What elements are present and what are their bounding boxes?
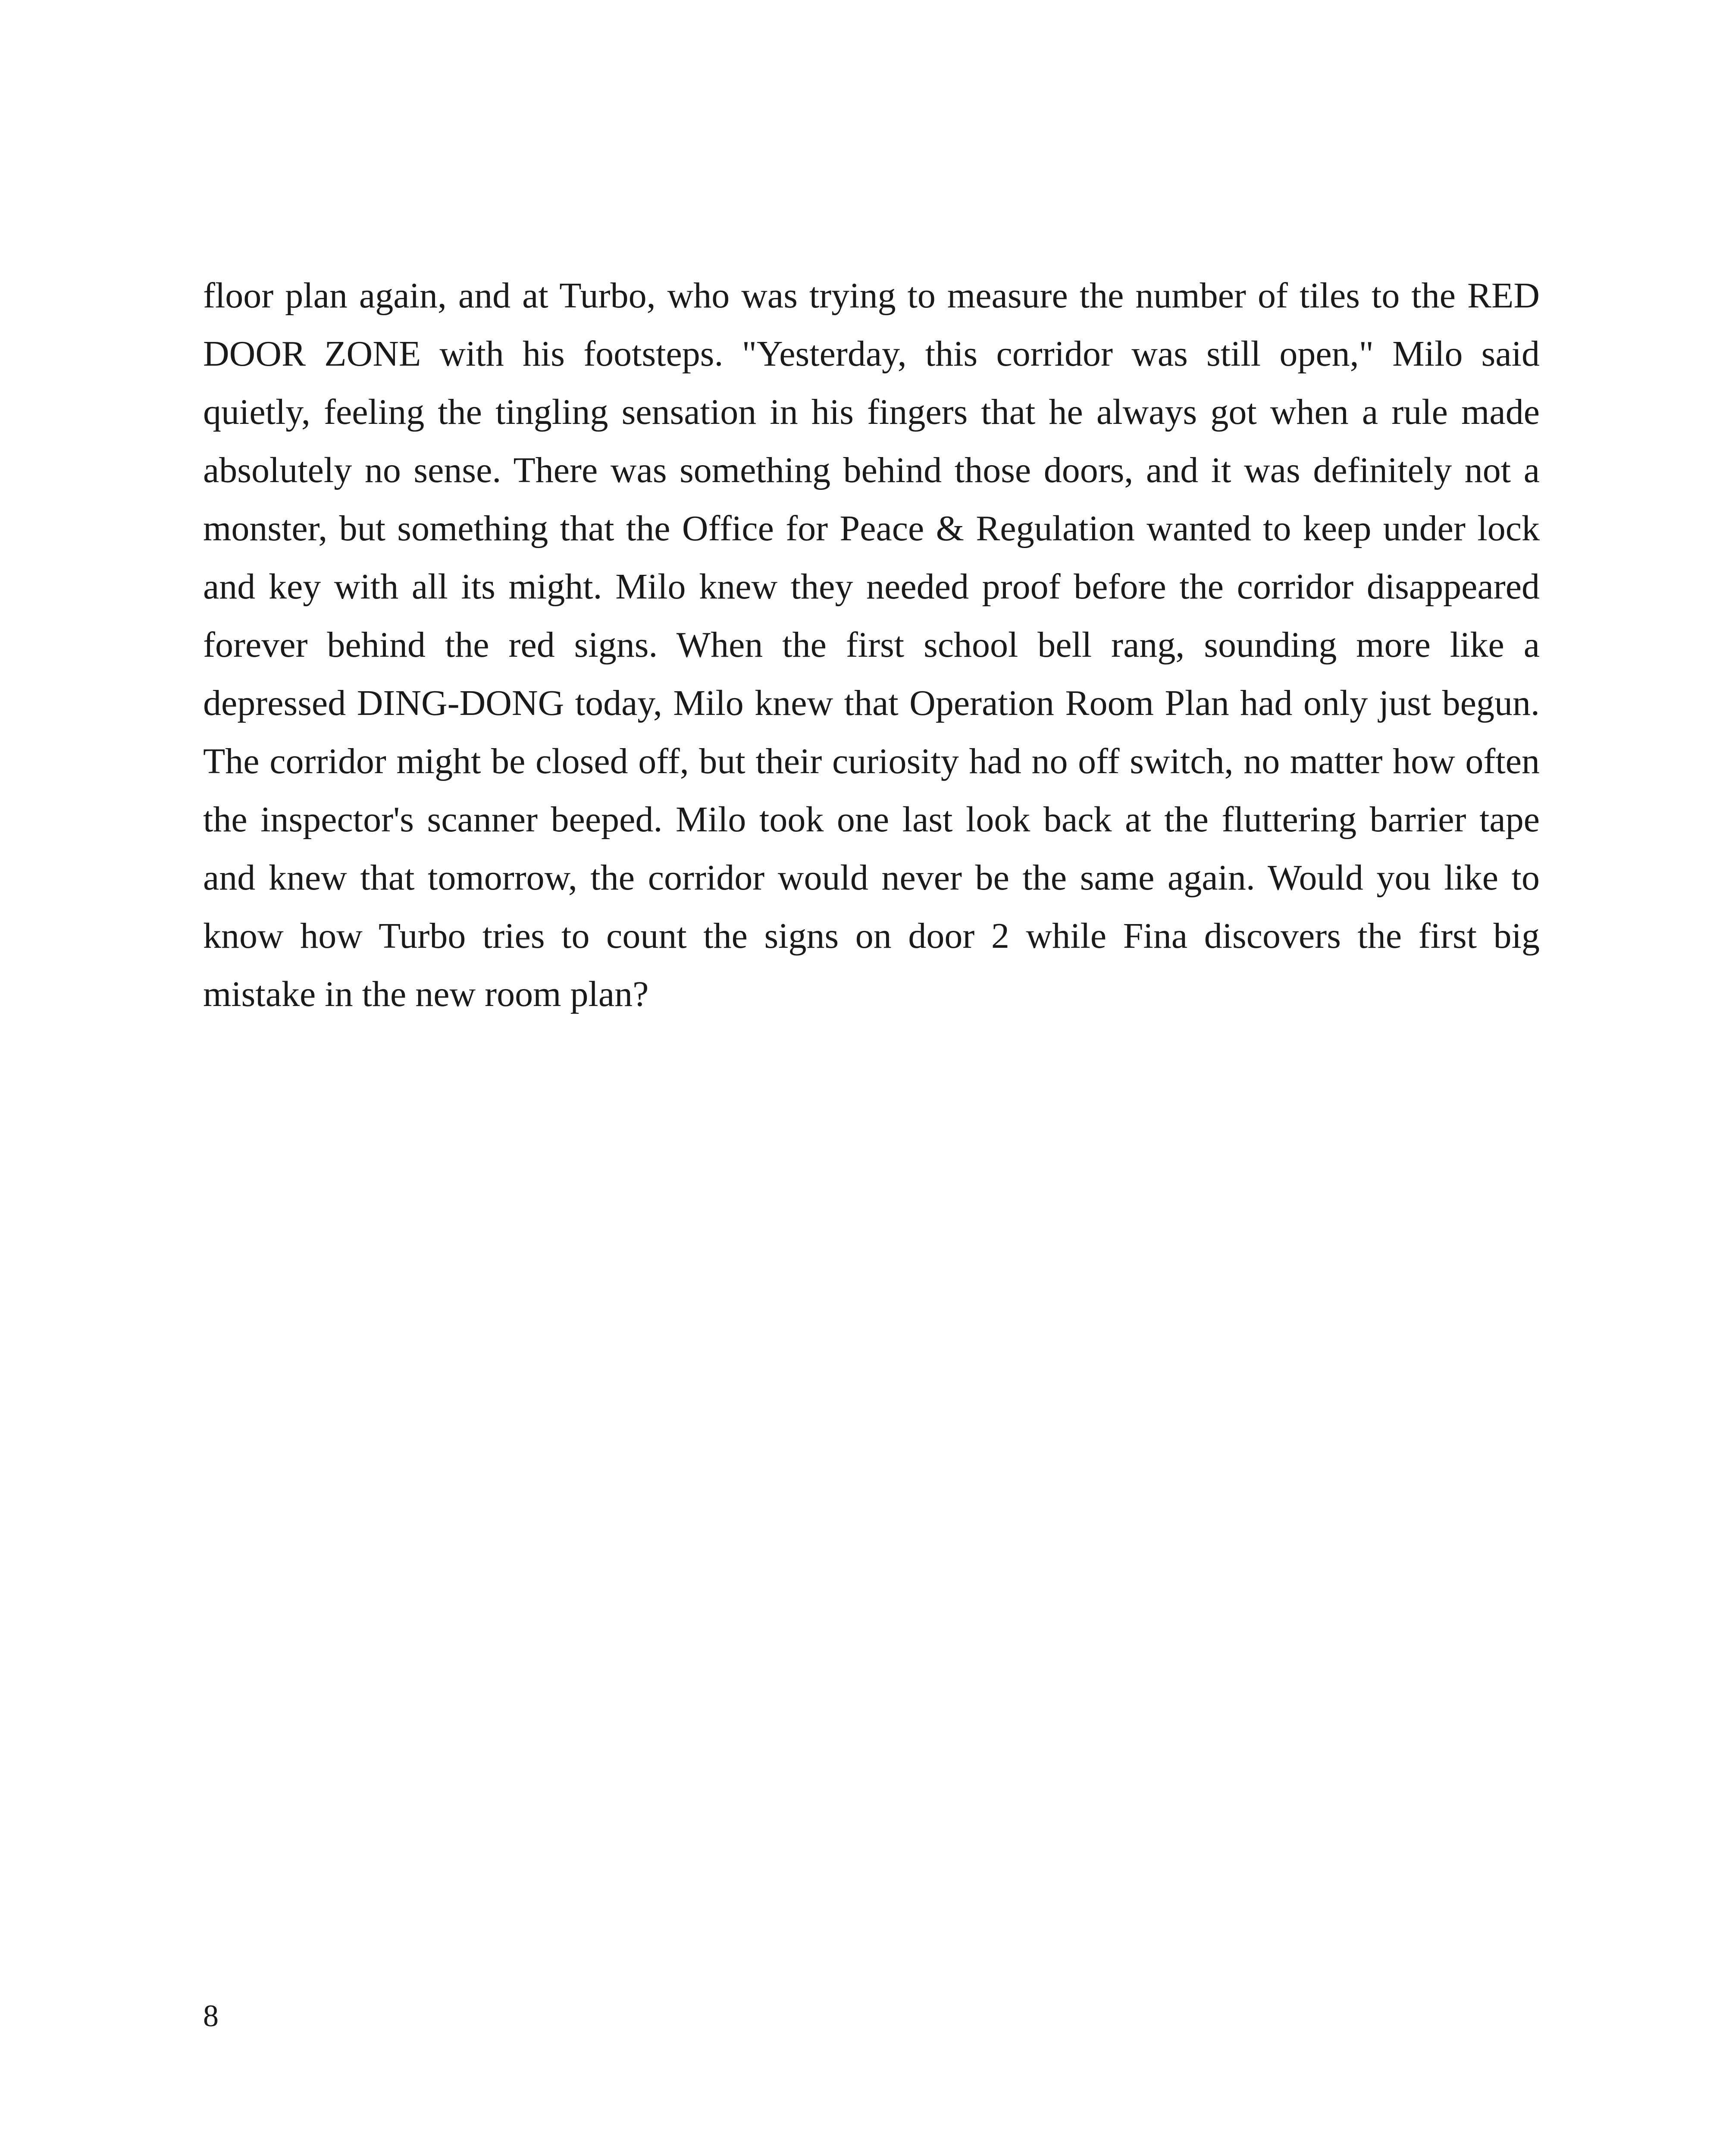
page-number: 8: [203, 1999, 219, 2033]
body-paragraph: floor plan again, and at Turbo, who was trying to measure the number of tiles to the RED DOOR ZONE with his footsteps. "Yesterday, this corridor was still open," Milo said quietly, feeling the tingling sensation in his fingers that he always got when a rule made absolutely no sense. There was something behind those doors, and it was definitely not a monster, but something that the Office for Peace & Regulation wanted to keep under lock and key with all its might. Milo knew they needed proof before the corridor disappeared forever behind the red signs. When the first school bell rang, sounding more like a depressed DING-DONG today, Milo knew that Operation Room Plan had only just begun. The corridor might be closed off, but their curiosity had no off switch, no matter how often the inspector's scanner beeped. Milo took one last look back at the fluttering barrier tape and knew that tomorrow, the corridor would never be the same again. Would you like to know how Turbo tries to count the signs on door 2 while Fina discovers the first big mistake in the new room plan?: [203, 276, 1540, 1014]
